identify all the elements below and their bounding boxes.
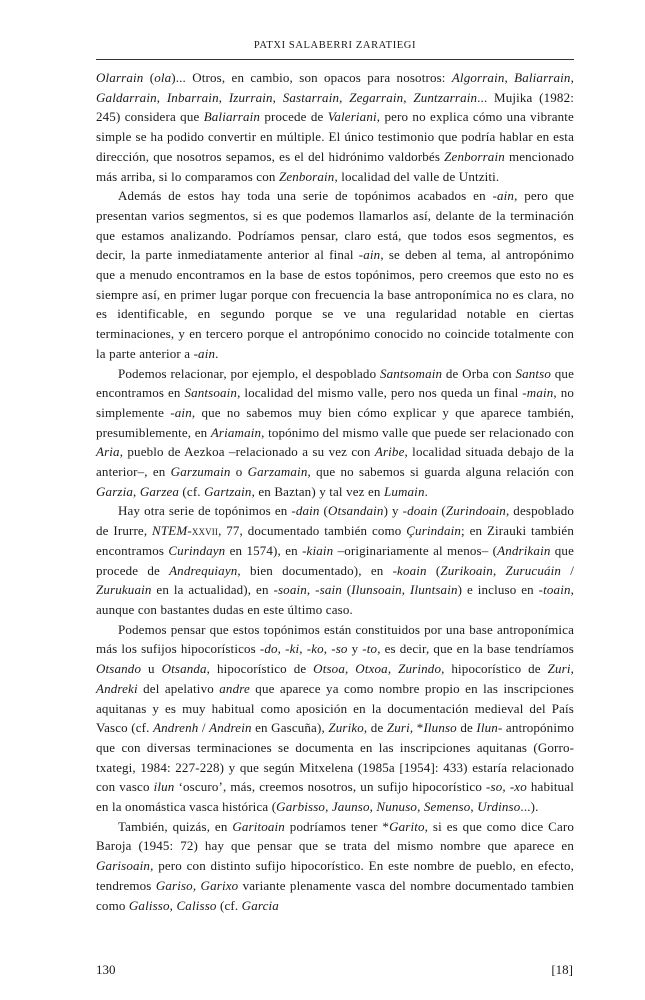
paragraph: Podemos relacionar, por ejemplo, el despoblado Santsomain de Orba con Santso que encontramos en Santsoain, localidad del mismo valle, pero nos queda un final -main, no simplemente -ain, que no sabemos muy bien cómo explicar y que aparece también, presumiblemente, en Ariamain, topónimo del mismo valle que puede ser relacionado con Aria, pueblo de Aezkoa –relacionado a su vez con Aribe, localidad situada debajo de la anterior–, en Garzumain o Garzamain, que no sabemos si guarda alguna relación con Garzia, Garzea (cf. Gartzain, en Baztan) y tal vez en Lumain. xyxy=(96,365,575,499)
header-rule xyxy=(96,59,574,60)
paragraph: Podemos pensar que estos topónimos están constituidos por una base antroponímica más los sufijos hipocorísticos -do, -ki, -ko, -so y -to, es decir, que en la base tendríamos Otsando u Otsanda, hipocorístico de Otsoa, Otxoa, Zurindo, hipocorístico de Zuri, Andreki del apelativo andre que aparece ya como nombre propio en las inscripciones aquitanas y es muy habitual como aposición en la documentación medieval del País Vasco (cf. Andrenh / Andrein en Gascuña), Zuriko, de Zuri, *Ilunso de Ilun- antropónimo que con diversas terminaciones se documenta en las inscripciones aquitanas (Gorrotxategi, 1984: 227-228) y que según Mitxelena (1985a [1954]: 433) estaría relacionado con vasco ilun ‘oscuro’, más, creemos nosotros, un sufijo hipocorístico -so, -xo habitual en la onomástica vasca histórica (Garbisso, Jaunso, Nunuso, Semenso, Urdinso...). xyxy=(96,621,575,815)
paragraph: Hay otra serie de topónimos en -dain (Otsandain) y -doain (Zurindoain, despoblado de Irurre, NTEM-xxvii, 77, documentado también como Çurindain; en Zirauki también encontramos Curindayn en 1574), en -kiain –originariamente al menos– (Andrikain que procede de Andrequiayn, bien documentado), en -koain (Zurikoain, Zurucuáin / Zurukuain en la actualidad), en -soain, -sain (Ilunsoain, Iluntsain) e incluso en -toain, aunque con bastantes dudas en este último caso. xyxy=(96,503,575,617)
page-number: 130 xyxy=(96,962,116,977)
paragraph: También, quizás, en Garitoain podríamos tener *Garito, si es que como dice Caro Baroja (1945: 72) hay que pensar que se trata del mismo nombre que aparece en Garisoain, pero con distinto sufijo hipocorístico. En este nombre de pueblo, en efecto, tendremos Gariso, Garixo variante plenamente vasca del nombre documentado tambien como Galisso, Calisso (cf. Garcia xyxy=(96,818,575,913)
paragraph: Además de estos hay toda una serie de topónimos acabados en -ain, pero que presentan varios segmentos, si es que podemos llamarlos así, delante de la terminación que estamos analizando. Podríamos pensar, claro está, que todos esos segmentos, es decir, la parte inmediatamente anterior al final -ain, se deben al tema, al antropónimo que a menudo encontramos en la base de estos topónimos, pero creemos que esto no es siempre así, en primer lugar porque con frecuencia la base antroponímica no es clara, no es identificable, en segundo porque se ve una regularidad notable en ciertas terminaciones, y en tercero porque el antropónimo conocido no coincide totalmente con la parte anterior a -ain. xyxy=(96,188,574,361)
running-header: PATXI SALABERRI ZARATIEGI xyxy=(253,40,417,51)
paragraph: Olarrain (ola)... Otros, en cambio, son opacos para nosotros: Algorrain, Baliarrain, Galdarrain, Inbarrain, Izurrain, Sastarrain, Zegarrain, Zuntzarrain... Mujika (1982: 245) considera que Baliarrain procede de Valeriani, pero no explica cómo una vibrante simple se ha podido convertir en múltiple. El único testimonio que podría hablar en esta dirección, que nosotros sepamos, es el del hidrónimo valdorbés Zenborrain mencionado más arriba, si lo comparamos con Zenborain, localidad del valle de Untziti. xyxy=(96,70,574,184)
bracket-page-number: [18] xyxy=(551,962,573,977)
body-text xyxy=(96,68,574,915)
